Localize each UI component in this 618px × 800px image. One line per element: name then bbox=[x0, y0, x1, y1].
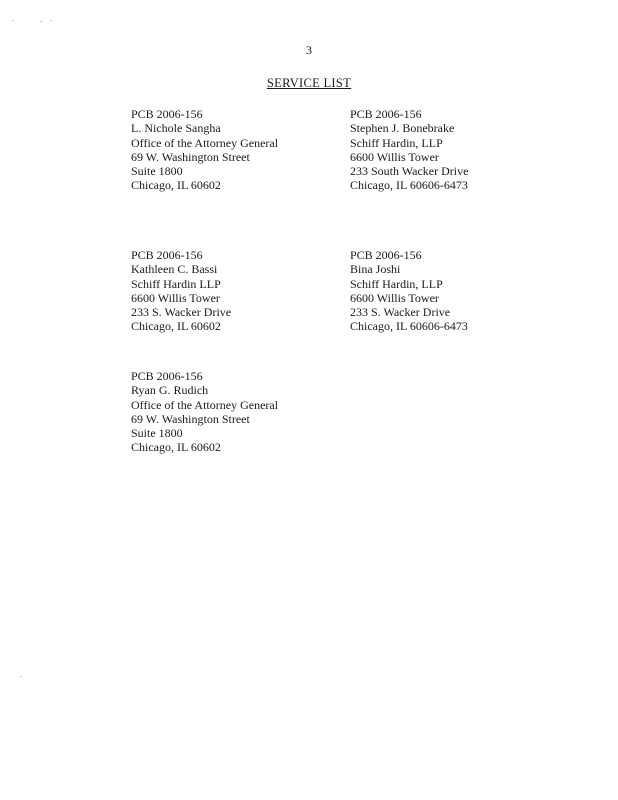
suite: Suite 1800 bbox=[131, 164, 183, 179]
organization: Office of the Attorney General bbox=[131, 135, 279, 150]
street-address: 233 South Wacker Drive bbox=[350, 164, 469, 179]
building: 6600 Willis Tower bbox=[350, 149, 439, 164]
street-address: 233 S. Wacker Drive bbox=[131, 305, 232, 320]
street-address: 233 S. Wacker Drive bbox=[350, 305, 451, 320]
scan-speck bbox=[40, 21, 42, 22]
case-number: PCB 2006-156 bbox=[131, 107, 203, 121]
organization: Schiff Hardin, LLP bbox=[350, 135, 443, 150]
city-state-zip: Chicago, IL 60606-6473 bbox=[350, 319, 468, 334]
city-state-zip: Chicago, IL 60602 bbox=[131, 178, 221, 193]
recipient-name: L. Nichole Sangha bbox=[131, 121, 221, 136]
city-state-zip: Chicago, IL 60606-6473 bbox=[350, 178, 468, 193]
organization: Schiff Hardin, LLP bbox=[350, 276, 443, 291]
recipient-name: Stephen J. Bonebrake bbox=[350, 121, 455, 136]
scan-speck bbox=[12, 20, 14, 21]
building: 6600 Willis Tower bbox=[350, 290, 439, 305]
case-number: PCB 2006-156 bbox=[131, 248, 203, 262]
city-state-zip: Chicago, IL 60602 bbox=[131, 440, 221, 455]
recipient-name: Kathleen C. Bassi bbox=[131, 262, 218, 277]
street-address: 69 W. Washington Street bbox=[131, 149, 250, 164]
page-title bbox=[0, 76, 618, 91]
recipient-name: Ryan G. Rudich bbox=[131, 383, 209, 398]
suite: Suite 1800 bbox=[131, 426, 183, 441]
service-entry-sangha bbox=[131, 107, 278, 193]
street-address: 69 W. Washington Street bbox=[131, 411, 250, 426]
service-entry-bassi bbox=[131, 248, 231, 334]
service-entry-joshi bbox=[350, 248, 468, 334]
service-entry-rudich bbox=[131, 369, 278, 455]
recipient-name: Bina Joshi bbox=[350, 262, 401, 277]
organization: Schiff Hardin LLP bbox=[131, 276, 221, 291]
page-number: 3 bbox=[306, 43, 312, 57]
case-number: PCB 2006-156 bbox=[350, 248, 422, 262]
case-number: PCB 2006-156 bbox=[131, 369, 203, 383]
page-title-text: SERVICE LIST bbox=[266, 76, 352, 90]
building: 6600 Willis Tower bbox=[131, 290, 220, 305]
case-number: PCB 2006-156 bbox=[350, 107, 422, 121]
service-entry-bonebrake bbox=[350, 107, 468, 193]
scan-speck bbox=[20, 676, 22, 677]
scan-speck bbox=[50, 20, 52, 21]
city-state-zip: Chicago, IL 60602 bbox=[131, 319, 221, 334]
organization: Office of the Attorney General bbox=[131, 397, 279, 412]
